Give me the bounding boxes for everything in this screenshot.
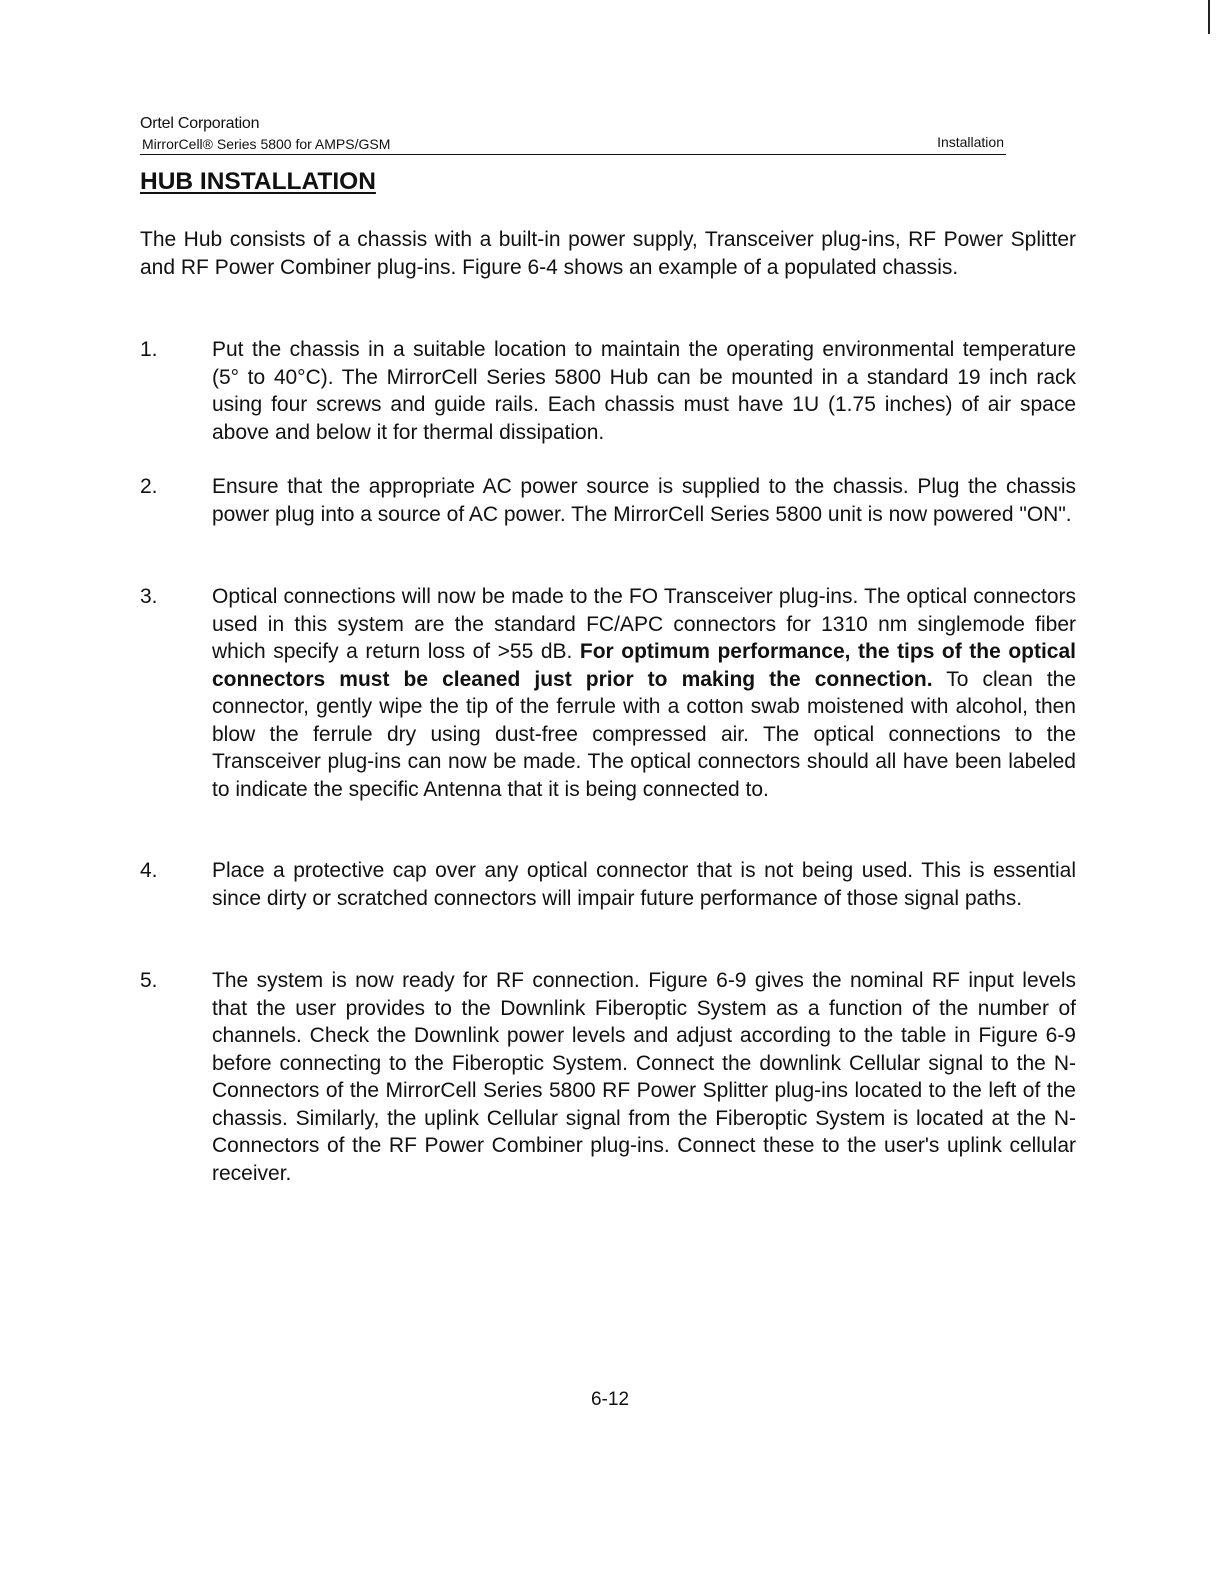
step-number: 5. [140,969,158,992]
step-text [212,583,1076,803]
page-number: 6-12 [590,1389,630,1410]
step-number: 4. [140,859,158,882]
header-product: MirrorCell® Series 5800 for AMPS/GSM [142,136,391,152]
page-header [140,114,1006,155]
header-rule-row [140,134,1006,155]
step-text: Ensure that the appropriate AC power source is supplied to the chassis. Plug the chassis power plug into a source of AC power. The MirrorCell Series 5800 unit is now powered "ON". [212,475,1076,526]
step-text: The system is now ready for RF connection. Figure 6-9 gives the nominal RF input levels that the user provides to the Downlink Fiberoptic System as a function of the number of channels. Check the Downlink power levels and adjust according to the table in Figure 6-9 before connecting to the Fiberoptic System. Connect the downlink Cellular signal to the N-Connectors of the MirrorCell Series 5800 RF Power Splitter plug-ins located to the left of the chassis. Similarly, the uplink Cellular signal from the Fiberoptic System is located at the N-Connectors of the RF Power Combiner plug-ins. Connect these to the user's uplink cellular receiver. [212,969,1076,1185]
step-number: 3. [140,585,158,608]
step-text-part: Optical connections will now be made to the FO Transceiver plug-ins. The optical connectors used in this system are the standard FC/APC connectors for 1310 nm singlemode fiber which specify a return loss of >55 dB. [212,585,1076,663]
header-section: Installation [937,134,1004,150]
scan-edge-mark [1208,0,1210,34]
step-number: 2. [140,475,158,498]
header-company: Ortel Corporation [140,115,260,132]
step-text-part: To clean the connector, gently wipe the tip of the ferrule with a cotton swab moistened with alcohol, then blow the ferrule dry using dust-free compressed air. The optical connections to the Transceiver plug-ins can now be made. The optical connectors should all have been labeled to indicate the specific Antenna that it is being connected to. [212,667,1077,801]
step-text: Place a protective cap over any optical connector that is not being used. This is essential since dirty or scratched connectors will impair future performance of those signal paths. [212,859,1076,910]
step-text-bold-warning: For optimum performance, the tips of the optical connectors must be cleaned just prior to making the connection. [212,640,1077,691]
page-title: HUB INSTALLATION [140,168,376,195]
step-text: Put the chassis in a suitable location to maintain the operating environmental temperature (5° to 40°C). The MirrorCell Series 5800 Hub can be mounted in a standard 19 inch rack using four screws and guide rails. Each chassis must have 1U (1.75 inches) of air space above and below it for thermal dissipation. [212,338,1076,444]
intro-paragraph: The Hub consists of a chassis with a built-in power supply, Transceiver plug-ins, RF Power Splitter and RF Power Combiner plug-ins. Figure 6-4 shows an example of a populated chassis. [140,228,1076,279]
step-number: 1. [140,338,158,361]
